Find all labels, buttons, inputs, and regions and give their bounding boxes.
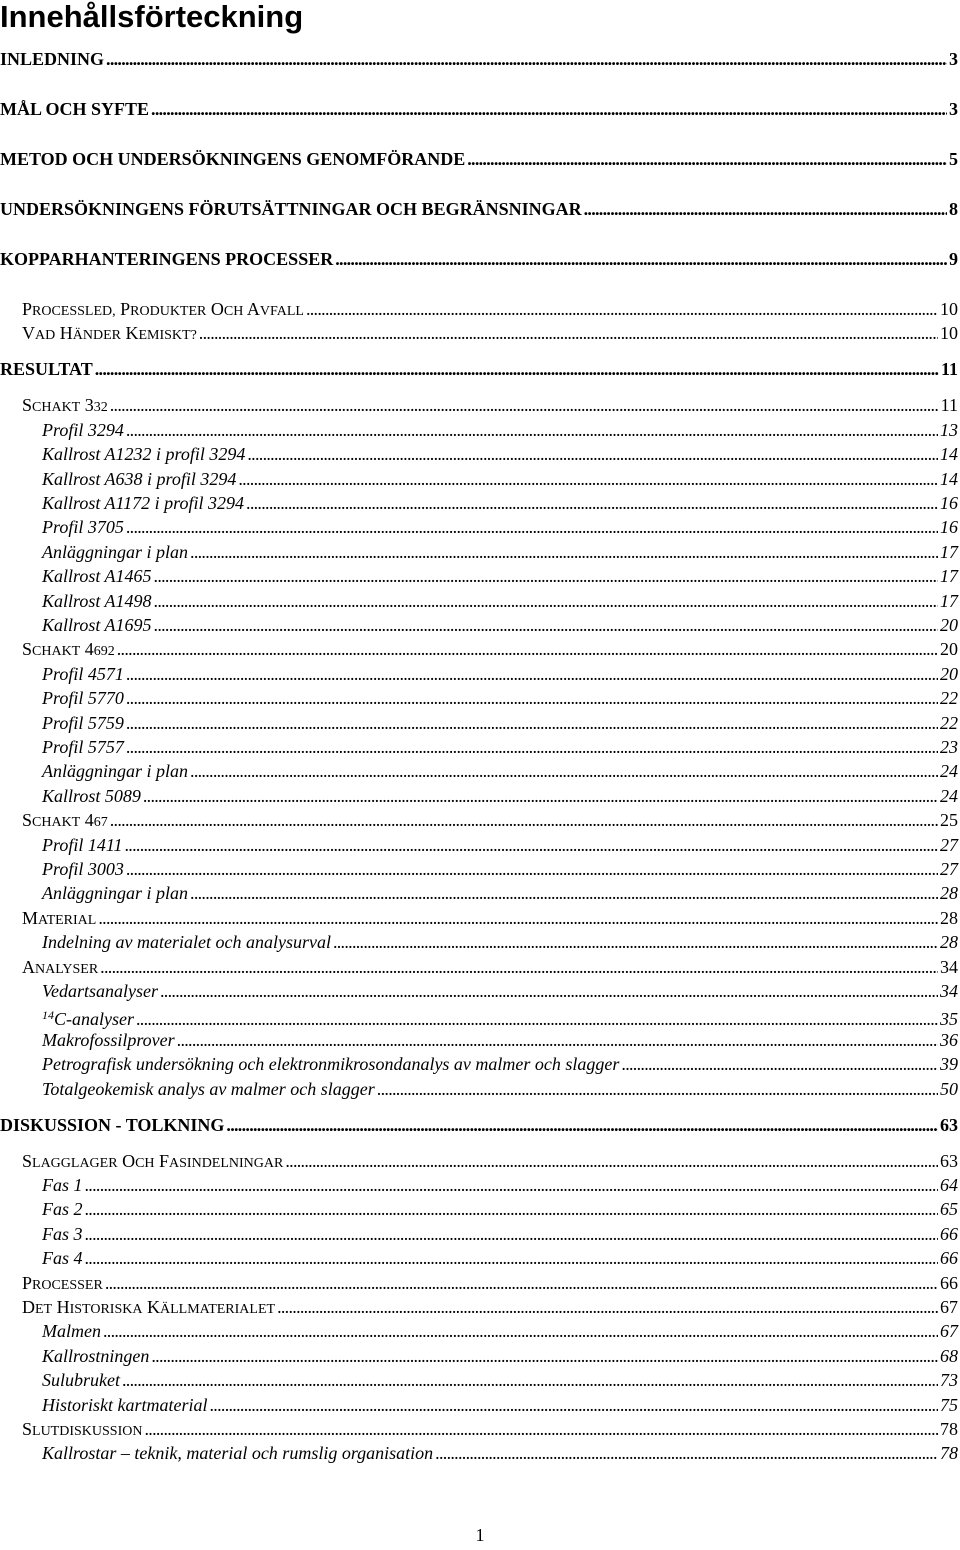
toc-entry[interactable] <box>0 1028 960 1052</box>
dot-leader <box>126 857 938 881</box>
toc-entry[interactable] <box>0 247 960 271</box>
toc-entry-label: Sulubruket <box>42 1370 120 1391</box>
toc-entry[interactable] <box>0 418 960 442</box>
dot-leader <box>151 97 947 121</box>
toc-entry[interactable] <box>0 1149 960 1173</box>
toc-entry-page: 9 <box>949 249 958 269</box>
toc-entry-page: 39 <box>940 1054 958 1075</box>
toc-entry-page: 14 <box>940 444 958 465</box>
toc-entry-page: 20 <box>940 639 958 660</box>
dot-leader <box>144 1417 938 1441</box>
toc-entry[interactable] <box>0 1319 960 1343</box>
toc-entry[interactable] <box>0 1197 960 1221</box>
dot-leader <box>105 1271 938 1295</box>
toc-entry[interactable] <box>0 1441 960 1465</box>
toc-entry[interactable] <box>0 662 960 686</box>
dot-leader <box>154 589 938 613</box>
toc-entry-label: Historiskt kartmaterial <box>42 1394 208 1415</box>
toc-entry-label: MÅL OCH SYFTE <box>0 99 150 119</box>
toc-entry-label: Profil 3003 <box>42 859 124 879</box>
toc-entry-label: Kallrost A1232 i profil 3294 <box>42 444 246 465</box>
toc-entry-label: PROCESSER <box>22 1272 103 1293</box>
toc-entry-label: METOD OCH UNDERSÖKNINGENS GENOMFÖRANDE <box>0 149 466 169</box>
toc-entry-label: Fas 1 <box>42 1175 83 1195</box>
dot-leader <box>143 784 938 808</box>
toc-entry-label: Indelning av materialet och analysurval <box>42 932 331 953</box>
toc-entry-page: 14 <box>940 468 958 489</box>
toc-entry-label: $^{14}$C-analyser <box>42 1008 134 1030</box>
toc-entry-page: 63 <box>940 1150 958 1171</box>
toc-entry-page: 16 <box>940 517 958 538</box>
toc-entry-label: MATERIAL <box>22 907 97 928</box>
toc-entry-page: 20 <box>940 663 958 684</box>
toc-entry[interactable] <box>0 735 960 759</box>
dot-leader <box>621 1052 938 1076</box>
toc-entry[interactable] <box>0 442 960 466</box>
dot-leader <box>85 1246 939 1270</box>
toc-entry-label: Profil 5757 <box>42 737 124 757</box>
toc-entry[interactable] <box>0 1368 960 1392</box>
dot-leader <box>126 418 938 442</box>
toc-entry-page: 3 <box>949 99 958 119</box>
toc-entry-page: 11 <box>940 359 958 380</box>
toc-entry[interactable] <box>0 297 960 321</box>
toc-entry[interactable] <box>0 1295 960 1319</box>
toc-entry-page: 10 <box>940 323 958 344</box>
toc-entry-label: SCHAKT 4692 <box>22 639 115 660</box>
toc-entry-label: Profil 4571 <box>42 663 124 684</box>
toc-entry-page: 35 <box>940 1009 958 1030</box>
toc-entry-label: SLUTDISKUSSION <box>22 1419 143 1439</box>
toc-entry-page: 27 <box>940 834 958 855</box>
toc-entry-page: 13 <box>940 419 958 440</box>
dot-leader <box>95 357 939 381</box>
dot-leader <box>126 686 938 710</box>
toc-entry-page: 28 <box>940 907 958 928</box>
toc-entry-page: 28 <box>940 932 958 953</box>
toc-entry-label: Makrofossilprover <box>42 1029 175 1050</box>
dot-leader <box>103 1319 938 1343</box>
page-number: 1 <box>475 1525 485 1545</box>
toc-entry-label: SCHAKT 467 <box>22 810 108 831</box>
toc-entry[interactable] <box>0 321 960 345</box>
dot-leader <box>246 491 938 515</box>
toc-entry-label: Anläggningar i plan <box>42 883 189 904</box>
toc-entry-label: RESULTAT <box>0 359 93 380</box>
toc-entry-label: Anläggningar i plan <box>42 761 189 782</box>
toc-entry-page: 34 <box>940 956 958 977</box>
toc-entry-page: 24 <box>940 785 958 806</box>
toc-entry-label: Malmen <box>42 1321 101 1342</box>
toc-entry[interactable] <box>0 686 960 710</box>
toc-entry-label: SLAGGLAGER OCH FASINDELNINGAR <box>22 1150 284 1171</box>
toc-entry-label: Profil 5759 <box>42 712 124 733</box>
dot-leader <box>100 955 938 979</box>
dot-leader <box>210 1393 939 1417</box>
toc-entry-page: 66 <box>940 1272 958 1293</box>
toc-entry-page: 23 <box>940 737 958 757</box>
dot-leader <box>333 930 938 954</box>
toc-entry[interactable] <box>0 1417 960 1441</box>
toc-entry[interactable] <box>0 613 960 637</box>
toc-entry-page: 36 <box>940 1029 958 1050</box>
toc-entry-page: 73 <box>940 1370 958 1391</box>
toc-entry-label: Fas 2 <box>42 1199 83 1220</box>
toc-entry-page: 68 <box>940 1345 958 1366</box>
dot-leader <box>110 393 939 417</box>
toc-entry[interactable] <box>0 1222 960 1246</box>
toc-entry-page: 17 <box>940 590 958 611</box>
toc-entry[interactable] <box>0 808 960 832</box>
toc-entry-page: 50 <box>940 1078 958 1099</box>
toc-entry[interactable] <box>0 564 960 588</box>
toc-entry-label: Anläggningar i plan <box>42 541 189 562</box>
dot-leader <box>85 1222 939 1246</box>
toc-entry-label: Kallrost 5089 <box>42 785 141 806</box>
dot-leader <box>285 1149 938 1173</box>
dot-leader <box>160 979 938 1003</box>
toc-entry[interactable] <box>0 1393 960 1417</box>
toc-entry-label: PROCESSLED, PRODUKTER OCH AVFALL <box>22 299 304 319</box>
toc-entry-label: Profil 3705 <box>42 517 124 538</box>
toc-entry-label: Vedartsanalyser <box>42 981 158 1001</box>
toc-entry[interactable] <box>0 955 960 979</box>
toc-entry-page: 64 <box>940 1175 958 1195</box>
toc-entry-label: Kallrostningen <box>42 1345 150 1366</box>
toc-entry-page: 22 <box>940 712 958 733</box>
toc-entry[interactable] <box>0 515 960 539</box>
toc-entry-page: 11 <box>940 395 958 416</box>
toc-entry-page: 75 <box>940 1394 958 1415</box>
dot-leader <box>106 47 947 71</box>
toc-entry[interactable] <box>0 147 960 171</box>
dot-leader <box>190 759 938 783</box>
isotope-superscript: 14 <box>42 1008 54 1023</box>
toc-entry-label: Profil 5770 <box>42 688 124 709</box>
dot-leader <box>467 147 947 171</box>
toc-entry-page: 67 <box>940 1321 958 1342</box>
dot-leader <box>377 1077 938 1101</box>
toc-entry-label: Kallrost A1498 <box>42 590 152 611</box>
dot-leader <box>125 833 939 857</box>
toc-entry-label: Kallrost A638 i profil 3294 <box>42 468 237 489</box>
dot-leader <box>435 1441 938 1465</box>
dot-leader <box>126 735 938 759</box>
toc-entry[interactable] <box>0 1113 960 1137</box>
toc-entry-page: 8 <box>949 199 958 219</box>
toc-entry-label: Kallrost A1172 i profil 3294 <box>42 493 245 513</box>
toc-entry[interactable] <box>0 47 960 71</box>
dot-leader <box>584 197 947 221</box>
toc-entry-page: 66 <box>940 1248 958 1269</box>
toc-entry[interactable] <box>0 197 960 221</box>
dot-leader <box>190 540 938 564</box>
toc-entry-page: 25 <box>940 810 958 831</box>
toc-entry-page: 10 <box>940 299 958 319</box>
toc-entry[interactable] <box>0 784 960 808</box>
dot-leader <box>126 711 938 735</box>
toc-entry[interactable] <box>0 930 960 954</box>
toc-entry[interactable] <box>0 1246 960 1270</box>
toc-entry-label: SCHAKT 332 <box>22 395 108 416</box>
toc-entry-page: 17 <box>940 566 958 587</box>
toc-entry-page: 65 <box>940 1199 958 1220</box>
toc-entry-page: 5 <box>949 149 958 169</box>
dot-leader <box>277 1295 938 1319</box>
toc-entry-page: 27 <box>940 859 958 879</box>
toc-entry-label: Kallrostar – teknik, material och rumslig organisation <box>42 1443 434 1464</box>
toc-entry-page: 17 <box>940 541 958 562</box>
toc-entry-page: 67 <box>940 1297 958 1317</box>
dot-leader <box>151 1344 938 1368</box>
toc-entry-page: 20 <box>940 615 958 635</box>
toc-entry[interactable] <box>0 393 960 417</box>
toc-entry[interactable] <box>0 637 960 661</box>
toc-entry[interactable] <box>0 881 960 905</box>
toc-entry-label: Fas 4 <box>42 1248 83 1269</box>
toc-entry-page: 3 <box>949 49 958 69</box>
toc-entry[interactable] <box>0 1344 960 1368</box>
toc-entry[interactable] <box>0 857 960 881</box>
dot-leader <box>85 1173 939 1197</box>
toc-entry-label: DET HISTORISKA KÄLLMATERIALET <box>22 1297 276 1317</box>
toc-entry-label: UNDERSÖKNINGENS FÖRUTSÄTTNINGAR OCH BEGRÄNSNINGAR <box>0 199 582 219</box>
toc-entry-label: DISKUSSION - TOLKNING <box>0 1114 225 1135</box>
toc-title: Innehållsförteckning <box>0 0 304 34</box>
toc-entry-page: 66 <box>940 1223 958 1244</box>
toc-entry-page: 34 <box>940 981 958 1001</box>
dot-leader <box>85 1197 939 1221</box>
dot-leader <box>238 467 938 491</box>
dot-leader <box>98 906 938 930</box>
dot-leader <box>117 637 938 661</box>
toc-entry-label: Kallrost A1465 <box>42 566 152 587</box>
dot-leader <box>126 515 938 539</box>
toc-entry[interactable] <box>0 1003 960 1030</box>
dot-leader <box>110 808 938 832</box>
toc-entry[interactable] <box>0 906 960 930</box>
toc-entry-page: 28 <box>940 883 958 904</box>
toc-entry-label: INLEDNING <box>0 49 105 69</box>
toc-entry-label: Profil 3294 <box>42 419 124 440</box>
dot-leader <box>154 564 938 588</box>
toc-entry-page: 78 <box>940 1443 958 1464</box>
toc-entry[interactable] <box>0 1052 960 1076</box>
toc-entry-label: Totalgeokemisk analys av malmer och slagger <box>42 1078 375 1099</box>
dot-leader <box>335 247 947 271</box>
toc-entry[interactable] <box>0 467 960 491</box>
toc-entry[interactable] <box>0 97 960 121</box>
toc-entry-label: Kallrost A1695 <box>42 615 152 635</box>
toc-entry[interactable] <box>0 357 960 381</box>
toc-entry-label: KOPPARHANTERINGENS PROCESSER <box>0 249 334 269</box>
toc-entry-page: 16 <box>940 493 958 513</box>
toc-entry[interactable] <box>0 833 960 857</box>
toc-entry[interactable] <box>0 1077 960 1101</box>
dot-leader <box>177 1028 938 1052</box>
dot-leader <box>306 297 938 321</box>
toc-entry-page: 63 <box>940 1114 958 1135</box>
toc-entry[interactable] <box>0 540 960 564</box>
toc-entry-label: Petrografisk undersökning och elektronmikrosondanalys av malmer och slagger <box>42 1054 620 1075</box>
toc-entry[interactable] <box>0 1271 960 1295</box>
toc-entry-label: Fas 3 <box>42 1223 83 1244</box>
dot-leader <box>126 662 938 686</box>
dot-leader <box>226 1113 938 1137</box>
toc-entry[interactable] <box>0 711 960 735</box>
toc-entry[interactable] <box>0 1173 960 1197</box>
toc-entry-label: Profil 1411 <box>42 834 123 855</box>
toc-entry-page: 22 <box>940 688 958 709</box>
dot-leader <box>247 442 938 466</box>
toc-entry-page: 78 <box>940 1419 958 1439</box>
toc-entry-label: ANALYSER <box>22 956 99 977</box>
toc-entry[interactable] <box>0 491 960 515</box>
toc-entry[interactable] <box>0 759 960 783</box>
toc-entry[interactable] <box>0 979 960 1003</box>
dot-leader <box>190 881 938 905</box>
dot-leader <box>154 613 938 637</box>
dot-leader <box>199 321 938 345</box>
dot-leader <box>122 1368 938 1392</box>
toc-entry-label: VAD HÄNDER KEMISKT? <box>22 323 197 344</box>
toc-entry-page: 24 <box>940 761 958 782</box>
toc-entry[interactable] <box>0 589 960 613</box>
